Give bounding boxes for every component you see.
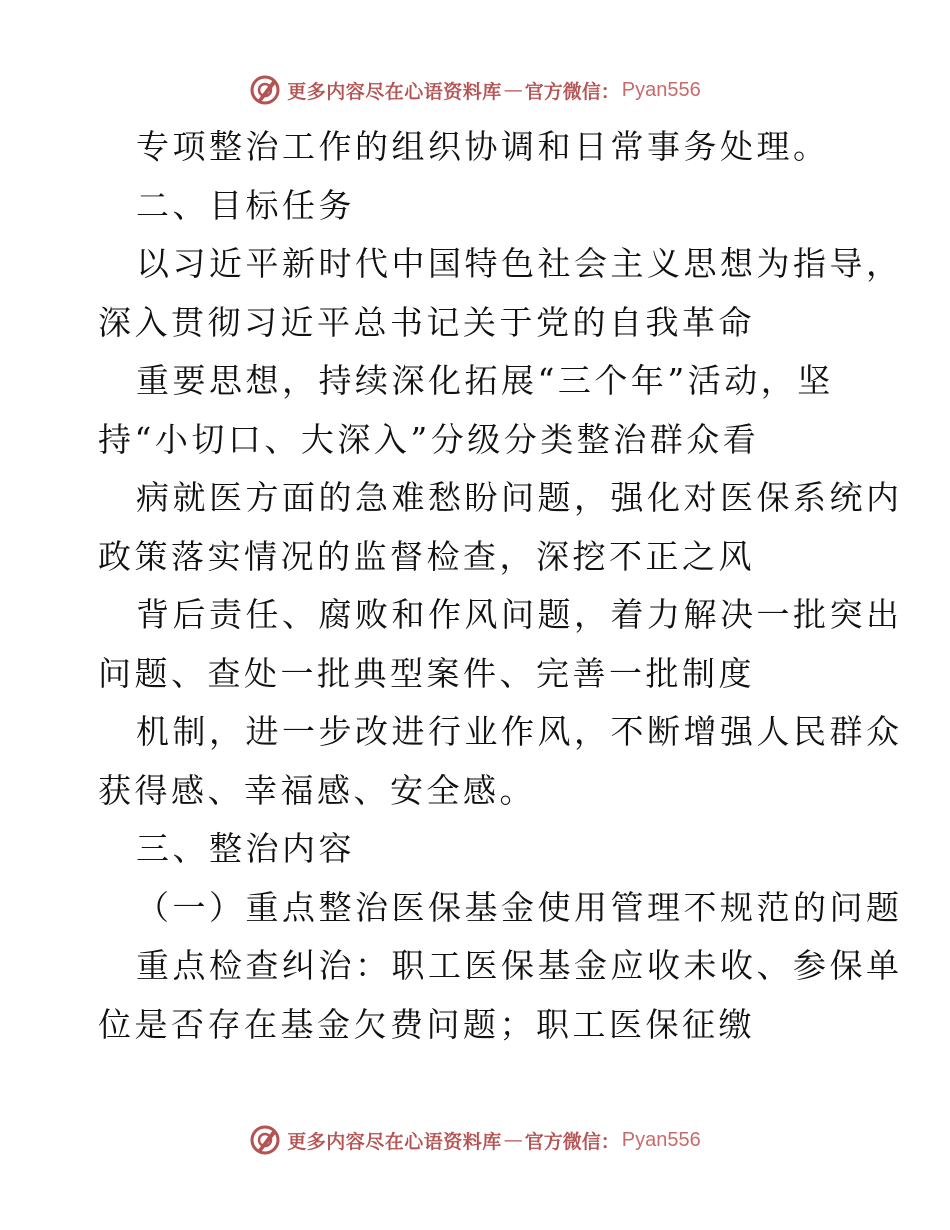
paragraph-line: 背后责任、腐败和作风问题，着力解决一批突出 (136, 595, 903, 634)
watermark-text: 更多内容尽在心语资料库 (287, 80, 502, 103)
footer-watermark (0, 1120, 950, 1160)
watermark-dash: — (503, 1129, 523, 1151)
paragraph-line: 深入贯彻习近平总书记关于党的自我革命 (98, 302, 755, 342)
logo-icon (249, 74, 281, 106)
subsection-heading-1: （一）重点整治医保基金使用管理不规范的问题 (136, 887, 903, 927)
document-body (98, 118, 903, 1054)
paragraph-line: 以习近平新时代中国特色社会主义思想为指导， (136, 244, 903, 283)
section-heading-2: 二、目标任务 (136, 185, 355, 225)
logo-icon (249, 1124, 281, 1156)
paragraph-line: 问题、查处一批典型案件、完善一批制度 (98, 653, 755, 693)
watermark-wechat-id: Pyan556 (621, 1128, 701, 1151)
section-heading-3: 三、整治内容 (136, 829, 355, 868)
watermark-text: 更多内容尽在心语资料库 (287, 1130, 502, 1153)
paragraph-line: 持“小切口、大深入”分级分类整治群众看 (98, 419, 760, 459)
watermark-wechat-label: 官方微信： (524, 1130, 620, 1153)
watermark-wechat-label: 官方微信： (524, 80, 620, 103)
header-watermark (0, 70, 950, 110)
paragraph-line: 机制，进一步改进行业作风，不断增强人民群众 (136, 712, 903, 751)
paragraph-line: 位是否存在基金欠费问题；职工医保征缴 (98, 1004, 755, 1044)
paragraph-line: 专项整治工作的组织协调和日常事务处理。 (136, 127, 830, 166)
paragraph-line: 重点检查纠治：职工医保基金应收未收、参保单 (136, 946, 903, 985)
paragraph-line: 重要思想，持续深化拓展“三个年”活动，坚 (136, 361, 834, 400)
paragraph-line: 获得感、幸福感、安全感。 (98, 770, 536, 810)
paragraph-line: 病就医方面的急难愁盼问题，强化对医保系统内 (136, 478, 903, 517)
watermark-dash: — (503, 79, 523, 101)
paragraph-line: 政策落实情况的监督检查，深挖不正之风 (98, 536, 755, 576)
watermark-wechat-id: Pyan556 (621, 78, 701, 101)
